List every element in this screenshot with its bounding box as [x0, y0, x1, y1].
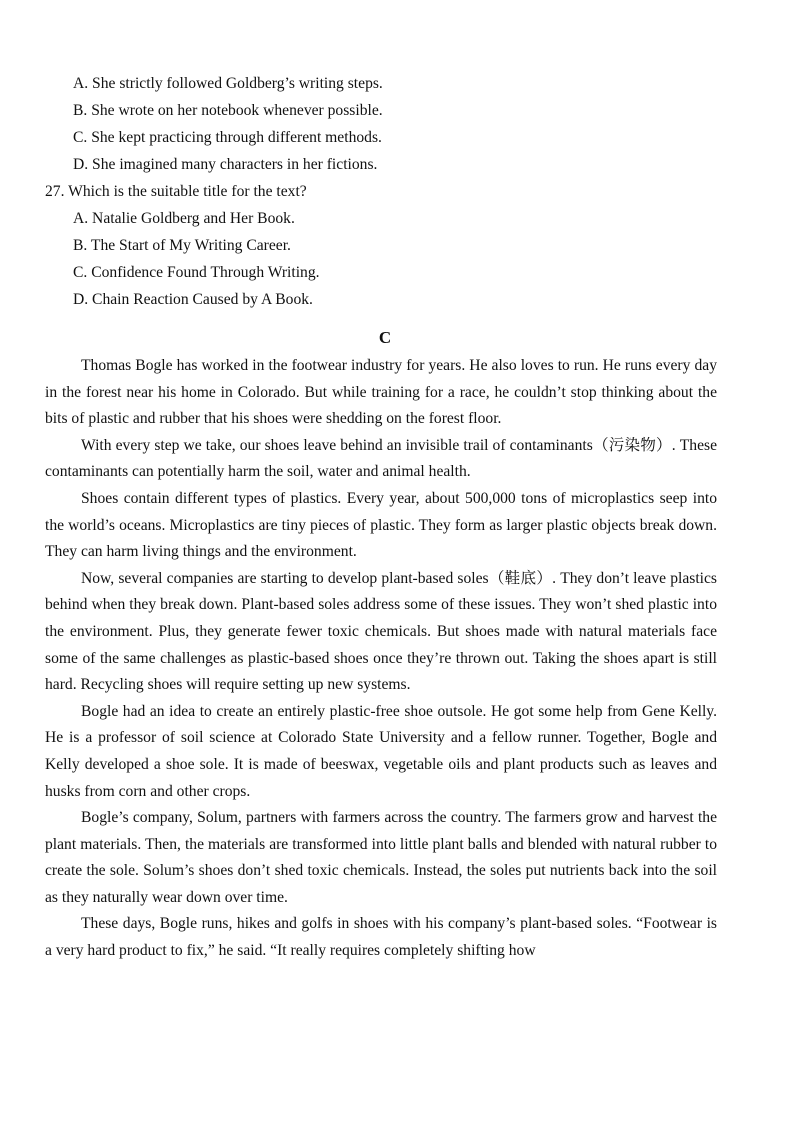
passage-paragraph-4: Now, several companies are starting to develop plant-based soles（鞋底）. They don’t leave plastics behind when they break down. Plant-based soles address some of these issues. They won’t shed plastic into the environment. Plus, they generate fewer toxic chemicals. But shoes made with natural materials face some of the same challenges as plastic-based shoes once they’re thrown out. Taking the shoes apart is still hard. Recycling shoes will require setting up new systems. [45, 569, 717, 694]
passage-paragraph-5: Bogle had an idea to create an entirely plastic-free shoe outsole. He got some help from Gene Kelly. He is a professor of soil science at Colorado State University and a fellow runner. Together, Bogle and Kelly developed a shoe sole. It is made of beeswax, vegetable oils and plant products such as leaves and husks from corn and other crops. [45, 702, 717, 800]
passage-paragraph-1: Thomas Bogle has worked in the footwear industry for years. He also loves to run. He runs every day in the forest near his home in Colorado. But while training for a race, he couldn’t stop thinking about the bits of plastic and rubber that his shoes were shedding on the forest floor. [45, 357, 717, 428]
passage-paragraph-6: Bogle’s company, Solum, partners with farmers across the country. The farmers grow and harvest the plant materials. Then, the materials are transformed into little plant balls and blended with natural rubber to create the sole. Solum’s shoes don’t shed toxic chemicals. Instead, the soles put nutrients back into the soil as they naturally wear down over time. [45, 809, 717, 906]
q26-option-c: C. She kept practicing through different methods. [73, 129, 382, 146]
q27-option-d: D. Chain Reaction Caused by A Book. [73, 291, 313, 308]
exam-page [45, 70, 717, 965]
q26-option-d: D. She imagined many characters in her fictions. [73, 156, 378, 173]
passage-paragraph-2: With every step we take, our shoes leave behind an invisible trail of contaminants（污染物）. These contaminants can potentially harm the soil, water and animal health. [45, 436, 717, 481]
q27-option-b: B. The Start of My Writing Career. [73, 237, 291, 254]
q26-option-b: B. She wrote on her notebook whenever possible. [73, 102, 383, 119]
q27-stem: 27. Which is the suitable title for the text? [45, 183, 307, 200]
passage-paragraph-3: Shoes contain different types of plastics. Every year, about 500,000 tons of microplastics seep into the world’s oceans. Microplastics are tiny pieces of plastic. They form as larger plastic objects break down. They can harm living things and the environment. [45, 489, 717, 561]
q27-option-a: A. Natalie Goldberg and Her Book. [73, 210, 295, 227]
passage-paragraph-7: These days, Bogle runs, hikes and golfs in shoes with his company’s plant-based soles. “Footwear is a very hard product to fix,” he said. “It really requires completely shifting how [45, 915, 717, 960]
section-c-title: C [378, 328, 392, 347]
q26-option-a: A. She strictly followed Goldberg’s writing steps. [73, 75, 383, 92]
q27-option-c: C. Confidence Found Through Writing. [73, 264, 320, 281]
